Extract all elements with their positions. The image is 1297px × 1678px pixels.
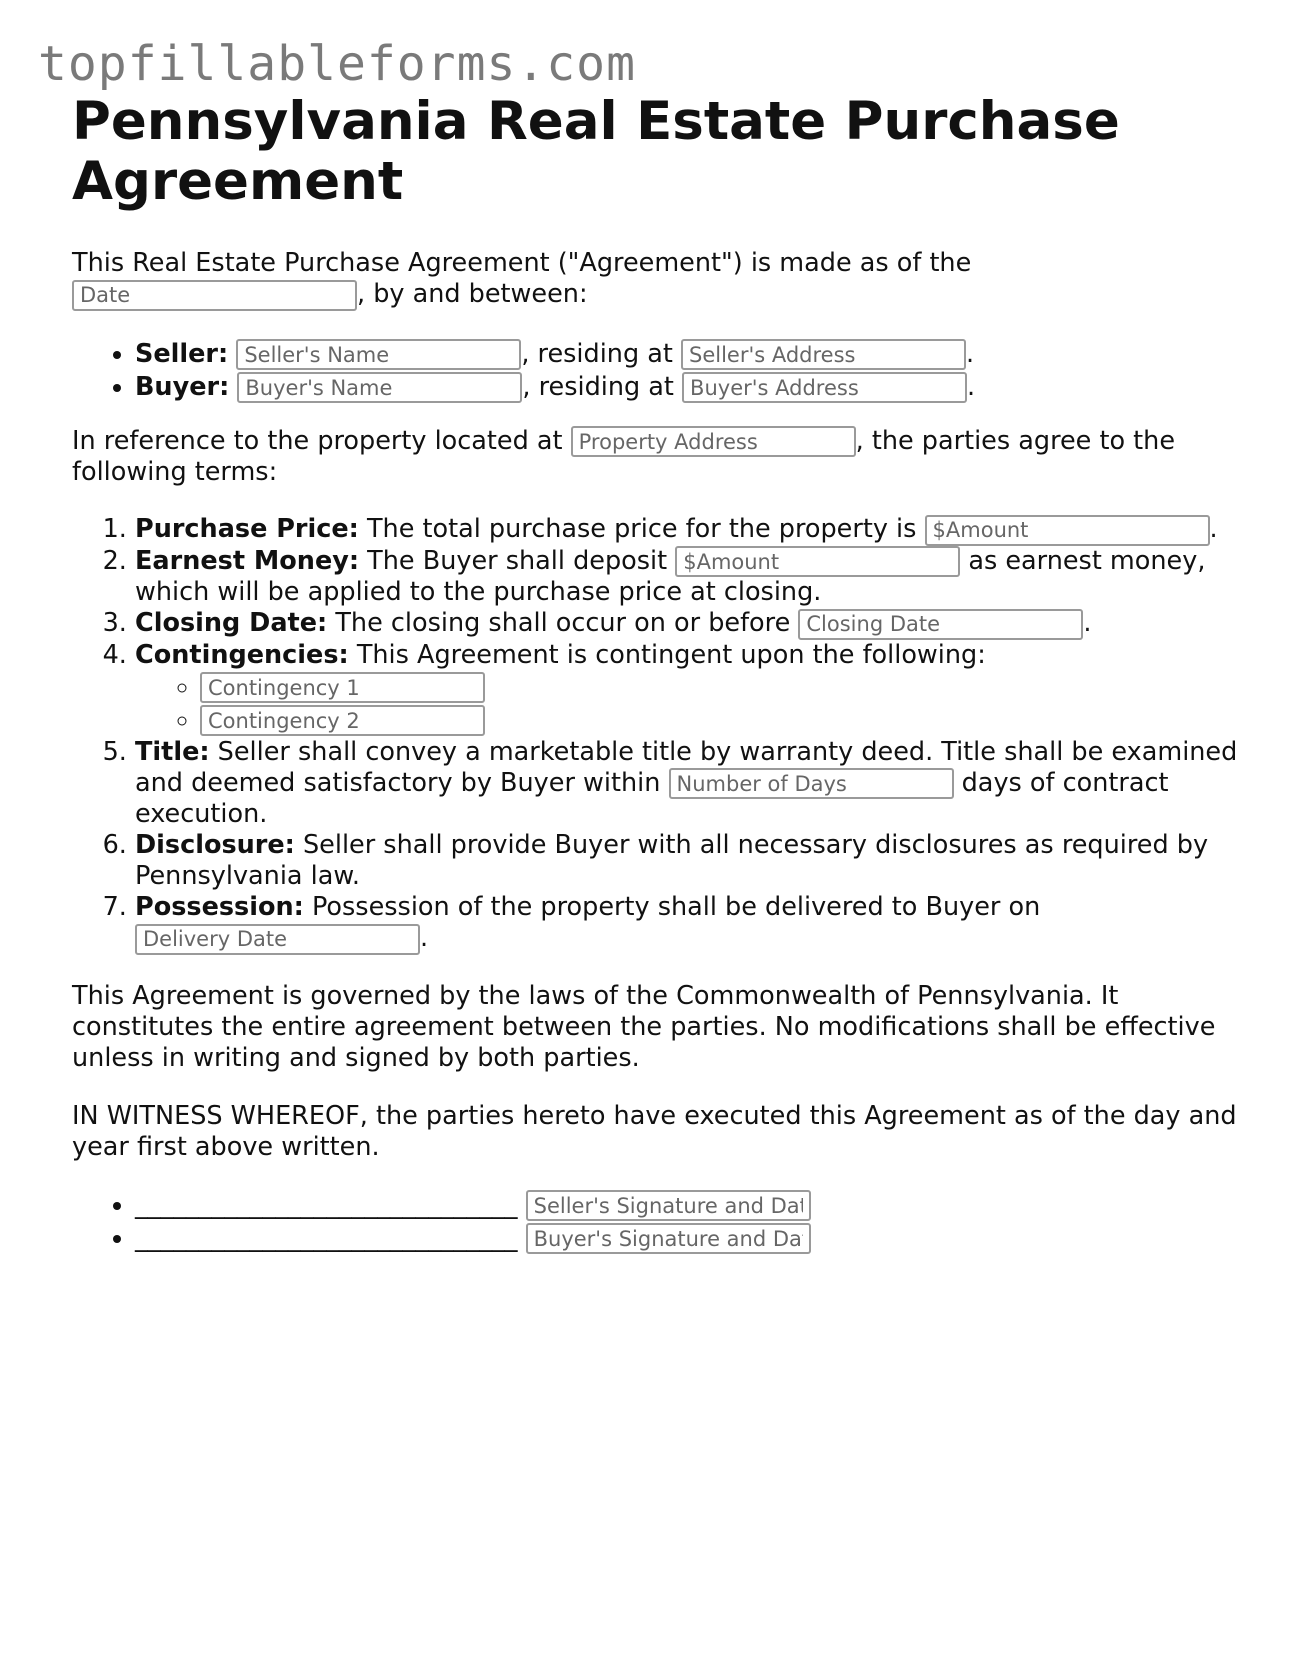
purchase-label: Purchase Price: (135, 514, 359, 544)
reference-paragraph (72, 426, 1242, 489)
term-possession (135, 892, 1242, 955)
seller-signature-item (135, 1189, 1242, 1222)
signature-list (72, 1189, 1242, 1255)
earnest-money-input[interactable] (675, 546, 960, 577)
seller-address-input[interactable] (681, 339, 966, 370)
title-label: Title: (135, 736, 210, 767)
term-purchase-price (135, 514, 1242, 546)
purchase-text: The total purchase price for the property is (366, 514, 917, 544)
terms-list (72, 514, 1242, 955)
intro-after-text: , by and between: (357, 279, 588, 309)
earnest-label: Earnest Money: (135, 545, 360, 576)
page-title: Pennsylvania Real Estate Purchase Agreement (72, 91, 1120, 212)
seller-signature-line: ______________________________ (135, 1189, 518, 1220)
reference-after-text: , the parties agree to the following terms: (72, 425, 1176, 487)
seller-period: . (965, 338, 975, 369)
title-text: Seller shall convey a marketable title by warranty deed. Title shall be examined and deemed satisfactory by Buyer within (135, 736, 1238, 798)
term-earnest-money (135, 546, 1242, 609)
title-after-text: days of contract execution. (135, 767, 1169, 829)
term-title (135, 737, 1242, 831)
closing-period: . (1083, 608, 1092, 638)
earnest-text: The Buyer shall deposit (367, 545, 668, 576)
contingency-item (200, 704, 1242, 737)
watermark: topfillableforms.com (38, 36, 636, 92)
governing-law-paragraph: This Agreement is governed by the laws of the Commonwealth of Pennsylvania. It constitutes the entire agreement between the parties. No modifications shall be effective unless in writing and signed by both parties. (72, 980, 1216, 1073)
contingencies-label: Contingencies: (135, 639, 349, 670)
buyer-name-input[interactable] (237, 372, 522, 403)
term-closing-date (135, 608, 1242, 640)
buyer-signature-line: ______________________________ (135, 1222, 518, 1253)
earnest-after-text: as earnest money, which will be applied to the purchase price at closing. (135, 545, 1206, 607)
number-of-days-input[interactable] (669, 768, 954, 799)
buyer-residing-text: , residing at (522, 371, 674, 402)
purchase-price-input[interactable] (925, 515, 1210, 546)
term-contingencies (135, 640, 1242, 737)
parties-list (72, 338, 1242, 404)
buyer-item (135, 371, 1242, 404)
disclosure-text: Seller shall provide Buyer with all necessary disclosures as required by Pennsylvania law. (135, 830, 1209, 891)
seller-name-input[interactable] (236, 339, 521, 370)
buyer-label: Buyer: (135, 371, 230, 402)
possession-period: . (420, 923, 429, 953)
contingencies-list (135, 671, 1242, 737)
purchase-period: . (1209, 514, 1218, 544)
buyer-signature-item (135, 1222, 1242, 1255)
possession-text: Possession of the property shall be delivered to Buyer on (311, 892, 1041, 922)
seller-label: Seller: (135, 338, 229, 369)
buyer-period: . (967, 371, 976, 402)
intro-paragraph (72, 248, 1242, 311)
disclosure-label: Disclosure: (135, 830, 295, 860)
closing-text: The closing shall occur on or before (335, 608, 791, 638)
closing-date-input[interactable] (798, 609, 1083, 640)
possession-label: Possession: (135, 892, 304, 922)
contingency-1-input[interactable] (200, 672, 485, 703)
agreement-date-input[interactable] (72, 280, 357, 311)
delivery-date-input[interactable] (135, 924, 420, 955)
buyer-signature-input[interactable] (526, 1223, 811, 1254)
witness-paragraph: IN WITNESS WHEREOF, the parties hereto have executed this Agreement as of the day and year first above written. (72, 1100, 1237, 1162)
term-disclosure (135, 830, 1242, 892)
closing-label: Closing Date: (135, 608, 328, 638)
contingency-2-input[interactable] (200, 705, 485, 736)
intro-text: This Real Estate Purchase Agreement ("Agreement") is made as of the (72, 248, 972, 278)
seller-signature-input[interactable] (526, 1190, 811, 1221)
contingencies-text: This Agreement is contingent upon the following: (356, 639, 986, 670)
agreement-form (72, 92, 1242, 1277)
contingency-item (200, 671, 1242, 704)
buyer-address-input[interactable] (682, 372, 967, 403)
property-address-input[interactable] (571, 426, 856, 457)
seller-item (135, 338, 1242, 371)
seller-residing-text: , residing at (521, 338, 673, 369)
reference-text: In reference to the property located at (72, 425, 563, 456)
